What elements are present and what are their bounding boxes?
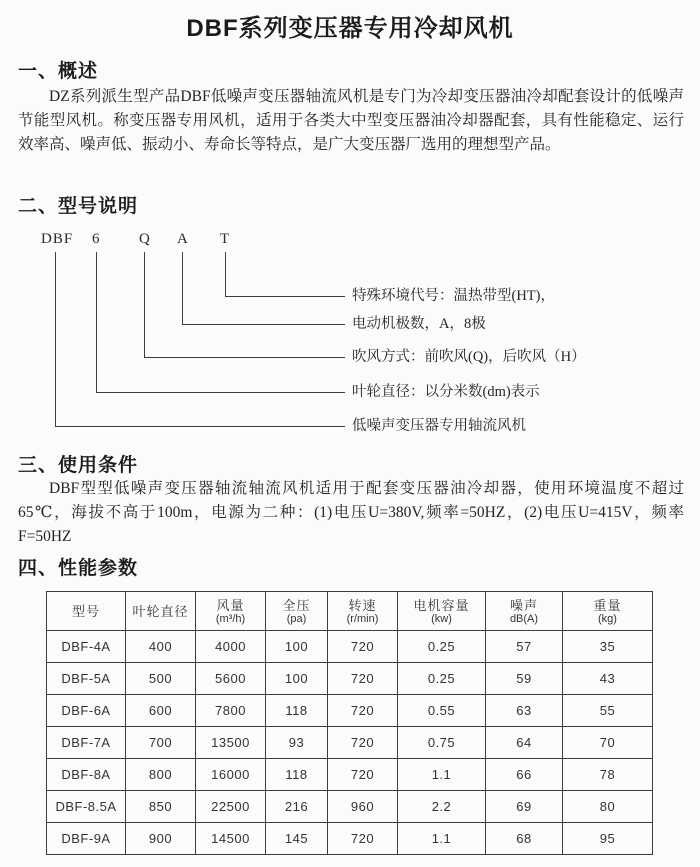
- table-cell: 720: [328, 631, 398, 663]
- column-title: 全压: [282, 597, 311, 613]
- table-cell: 700: [126, 727, 196, 759]
- table-cell: DBF-8.5A: [47, 791, 126, 823]
- table-cell: 80: [563, 791, 653, 823]
- column-unit: (pa): [286, 612, 307, 625]
- model-code-part-6: 6: [92, 231, 101, 247]
- table-cell: DBF-8A: [47, 759, 126, 791]
- table-cell: 960: [328, 791, 398, 823]
- connector-line-horizontal: [182, 324, 345, 325]
- table-cell: 720: [328, 823, 398, 855]
- table-cell: 35: [563, 631, 653, 663]
- connector-line-vertical: [144, 252, 145, 357]
- table-cell: 14500: [196, 823, 266, 855]
- section-heading-overview: 一、概述: [18, 61, 99, 82]
- table-header-cell-impeller-diameter: [126, 592, 196, 631]
- table-cell: 1.1: [398, 823, 486, 855]
- section-heading-conditions: 三、使用条件: [18, 455, 139, 476]
- column-unit: dB(A): [509, 612, 539, 625]
- model-legend-label: 电动机极数，A，8极: [352, 316, 486, 332]
- table-cell: DBF-4A: [47, 631, 126, 663]
- table-cell: 55: [563, 695, 653, 727]
- table-cell: 400: [126, 631, 196, 663]
- column-title: 叶轮直径: [132, 603, 189, 619]
- table-header-cell-model: [47, 592, 126, 631]
- overview-paragraph: DZ系列派生型产品DBF低噪声变压器轴流风机是专门为冷却变压器油冷却配套设计的低噪声节能型风机。称变压器专用风机，适用于各类大中型变压器油冷却器配套，具有性能稳定、运行效率高、噪声低、振动小、寿命长等特点，是广大变压器厂选用的理想型产品。: [18, 88, 684, 153]
- table-cell: 0.75: [398, 727, 486, 759]
- table-cell: 2.2: [398, 791, 486, 823]
- table-row: [47, 663, 653, 695]
- table-cell: 145: [266, 823, 328, 855]
- table-cell: 69: [486, 791, 563, 823]
- table-cell: 64: [486, 727, 563, 759]
- table-cell: 216: [266, 791, 328, 823]
- table-cell: 100: [266, 663, 328, 695]
- table-cell: 850: [126, 791, 196, 823]
- connector-line-vertical: [55, 252, 56, 426]
- table-cell: 100: [266, 631, 328, 663]
- model-code-diagram: [0, 228, 700, 443]
- connector-line-horizontal: [144, 357, 345, 358]
- table-cell: 900: [126, 823, 196, 855]
- table-cell: 66: [486, 759, 563, 791]
- connector-line-vertical: [96, 252, 97, 392]
- table-cell: 16000: [196, 759, 266, 791]
- table-cell: 93: [266, 727, 328, 759]
- table-cell: 70: [563, 727, 653, 759]
- table-cell: 720: [328, 695, 398, 727]
- column-title: 转速: [348, 597, 377, 613]
- table-cell: 63: [486, 695, 563, 727]
- table-cell: DBF-7A: [47, 727, 126, 759]
- table-cell: 7800: [196, 695, 266, 727]
- conditions-paragraph: DBF型型低噪声变压器轴流轴流风机适用于配套变压器油冷却器，使用环境温度不超过65℃，海拔不高于100m，电源为二种：(1)电压U=380V,频率=50HZ，(2)电压U=415V，频率F=50HZ: [18, 480, 684, 545]
- table-cell: DBF-6A: [47, 695, 126, 727]
- column-title: 型号: [71, 603, 100, 619]
- table-header-cell-motor-capacity: [398, 592, 486, 631]
- table-cell: 4000: [196, 631, 266, 663]
- model-legend-label: 叶轮直径：以分米数(dm)表示: [352, 384, 540, 400]
- column-unit: (kw): [431, 612, 452, 625]
- connector-line-vertical: [182, 252, 183, 324]
- table-row: [47, 727, 653, 759]
- table-cell: 5600: [196, 663, 266, 695]
- table-cell: 0.25: [398, 631, 486, 663]
- table-row: [47, 759, 653, 791]
- table-cell: 800: [126, 759, 196, 791]
- model-legend-label: 特殊环境代号：温热带型(HT)，: [352, 288, 555, 304]
- table-cell: 600: [126, 695, 196, 727]
- table-header-cell-noise: [486, 592, 563, 631]
- connector-line-horizontal: [96, 392, 345, 393]
- table-cell: 500: [126, 663, 196, 695]
- performance-table: [46, 591, 653, 855]
- document-title: DBF系列变压器专用冷却风机: [186, 15, 514, 42]
- table-cell: 78: [563, 759, 653, 791]
- table-row: [47, 695, 653, 727]
- table-cell: 720: [328, 727, 398, 759]
- column-title: 电机容量: [413, 597, 470, 613]
- table-cell: 57: [486, 631, 563, 663]
- table-cell: 118: [266, 695, 328, 727]
- table-cell: 1.1: [398, 759, 486, 791]
- model-code-part-q: Q: [139, 231, 151, 247]
- table-header-cell-air-volume: [196, 592, 266, 631]
- table-cell: 13500: [196, 727, 266, 759]
- column-title: 重量: [593, 597, 622, 613]
- table-header-cell-weight: [563, 592, 653, 631]
- model-legend-label: 低噪声变压器专用轴流风机: [352, 418, 526, 434]
- table-cell: 59: [486, 663, 563, 695]
- table-cell: 95: [563, 823, 653, 855]
- table-cell: 0.55: [398, 695, 486, 727]
- connector-line-vertical: [225, 252, 226, 296]
- model-code-part-t: T: [220, 231, 231, 247]
- table-cell: DBF-5A: [47, 663, 126, 695]
- connector-line-horizontal: [55, 426, 345, 427]
- column-unit: (kg): [598, 612, 617, 625]
- table-cell: 720: [328, 759, 398, 791]
- column-title: 风量: [216, 597, 245, 613]
- table-row: [47, 631, 653, 663]
- model-legend-label: 吹风方式：前吹风(Q)，后吹风（H）: [352, 349, 586, 365]
- table-row: [47, 791, 653, 823]
- table-header-cell-total-pressure: [266, 592, 328, 631]
- section-heading-performance: 四、性能参数: [18, 558, 139, 579]
- table-header-cell-speed: [328, 592, 398, 631]
- table-cell: 720: [328, 663, 398, 695]
- column-title: 噪声: [509, 597, 538, 613]
- table-cell: 43: [563, 663, 653, 695]
- connector-line-horizontal: [225, 296, 345, 297]
- table-cell: 22500: [196, 791, 266, 823]
- table-cell: DBF-9A: [47, 823, 126, 855]
- column-unit: (m³/h): [215, 612, 246, 625]
- table-cell: 118: [266, 759, 328, 791]
- section-heading-model: 二、型号说明: [18, 196, 139, 217]
- table-header-row: [47, 592, 653, 631]
- model-code-part-a: A: [177, 231, 189, 247]
- model-code-part-dbf: DBF: [41, 231, 74, 247]
- table-cell: 68: [486, 823, 563, 855]
- table-row: [47, 823, 653, 855]
- table-cell: 0.25: [398, 663, 486, 695]
- column-unit: (r/min): [346, 612, 379, 625]
